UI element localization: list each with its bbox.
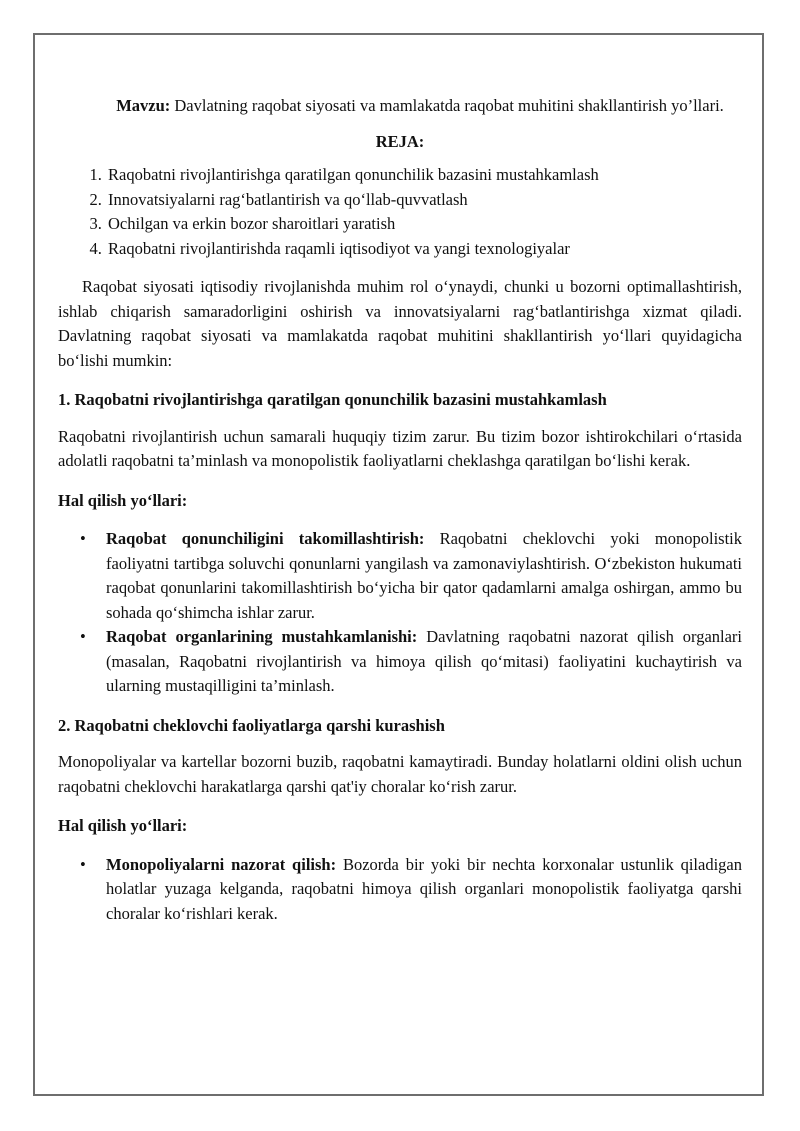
bullet-item [80,527,743,625]
plan-item: 2. Innovatsiyalarni rag‘batlantirish va qo‘llab-quvvatlash [106,188,742,213]
title-label: Mavzu: [116,96,171,115]
plan-heading: REJA: [375,131,425,151]
section2-bullets [58,853,742,927]
bullet-item [80,625,743,699]
section2-heading: 2. Raqobatni cheklovchi faoliyatlarga qarshi kurashish [58,715,445,735]
plan-item: 4. Raqobatni rivojlantirishda raqamli iqtisodiyot va yangi texnologiyalar [106,237,742,262]
bullet-term: Monopoliyalarni nazorat qilish: [106,854,337,874]
bullet-term: Raqobat qonunchiligini takomillashtirish: [106,529,425,548]
section1-paragraph: Raqobatni rivojlantirish uchun samarali huquqiy tizim zarur. Bu tizim bozor ishtirokchilari o‘rtasida adolatli raqobatni ta’minlash va monopolistik faoliyatlarni cheklashga qaratilgan bo‘lishi kerak. [58,426,742,470]
plan-item: 1. Raqobatni rivojlantirishga qaratilgan qonunchilik bazasini mustahkamlash [106,163,742,188]
section2-paragraph: Monopoliyalar va kartellar bozorni buzib, raqobatni kamaytiradi. Bunday holatlarni oldini olish uchun raqobatni cheklovchi harakatlarga qarshi qat'iy choralar ko‘rish zarur. [58,752,742,796]
section1-bullets [58,527,742,699]
document-title [58,94,742,119]
bullet-text: Raqobatni cheklovchi yoki monopolistik faoliyatni tartibga soluvchi qonunlarni yangilash va zamonaviylashtirish. O‘zbekiston hukumati raqobat qonunlarini takomillashtirish bo‘yicha bir qator qadamlarni amalga oshirgan, ammo bu sohada qo‘shimcha ishlar zarur. [106,529,743,622]
bullet-text: Bozorda bir yoki bir nechta korxonalar ustunlik qiladigan holatlar yuzaga kelganda, raqobatni himoya qilish organlari monopolistik faoliyatga qarshi choralar ko‘rishlari kerak. [106,854,742,923]
section1-heading: 1. Raqobatni rivojlantirishga qaratilgan qonunchilik bazasini mustahkamlash [58,390,607,409]
bullet-icon: • [80,529,86,548]
title-text: Davlatning raqobat siyosati va mamlakatda raqobat muhitini shakllantirish yo’llari. [170,96,724,115]
plan-item: 3. Ochilgan va erkin bozor sharoitlari yaratish [106,212,742,237]
intro-paragraph: Raqobat siyosati iqtisodiy rivojlanishda muhim rol o‘ynaydi, chunki u bozorni optimallashtirish, ishlab chiqarish samaradorligini oshirish va innovatsiyalarni rag‘batlantirishga xizmat qiladi. Davlatning raqobat siyosati va mamlakatda raqobat muhitini shakllantirish yo‘llari quyidagicha bo‘lishi mumkin: [58,277,742,370]
bullet-item [80,853,742,927]
section1-solutions-heading: Hal qilish yo‘llari: [58,490,188,510]
section2-solutions-heading: Hal qilish yo‘llari: [58,816,188,835]
bullet-icon: • [80,627,86,646]
plan-list [58,163,742,261]
bullet-icon: • [80,854,86,874]
document-body [58,94,742,926]
bullet-term: Raqobat organlarining mustahkamlanishi: [106,627,418,646]
bullet-text: Davlatning raqobatni nazorat qilish organlari (masalan, Raqobatni rivojlantirish va himoya qilish qo‘mitasi) faoliyatini kuchaytirish va ularning mustaqilligini ta’minlash. [106,627,743,695]
